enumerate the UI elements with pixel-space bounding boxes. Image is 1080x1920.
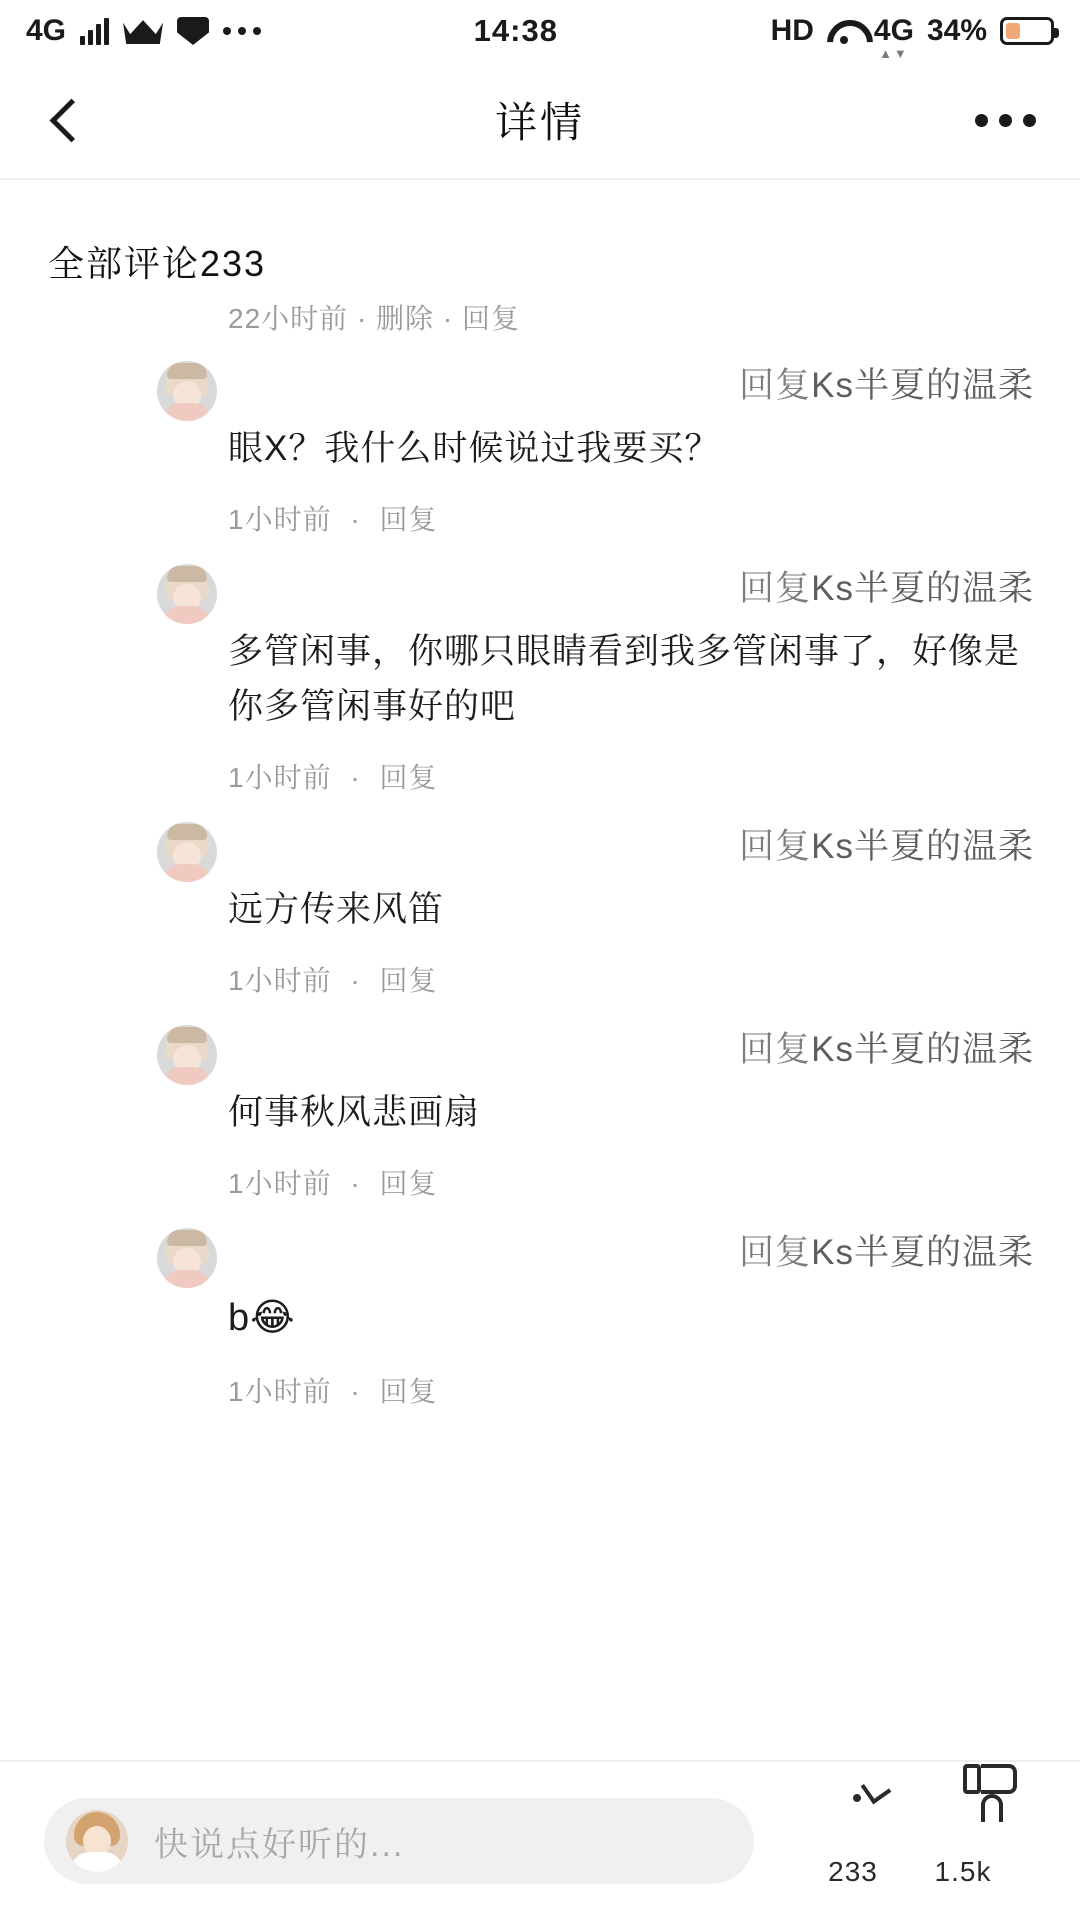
avatar[interactable] bbox=[157, 1025, 217, 1085]
comment-reply-link[interactable]: 回复 bbox=[379, 1376, 438, 1408]
comment-section bbox=[0, 180, 1080, 1480]
status-bar-right bbox=[770, 14, 1054, 61]
reply-link[interactable]: 回复 bbox=[461, 303, 520, 334]
comment-reply-link[interactable]: 回复 bbox=[379, 1168, 438, 1200]
comment-meta bbox=[188, 1162, 1034, 1202]
comment-meta-sep: · bbox=[350, 965, 361, 996]
reply-target-line bbox=[188, 1025, 1034, 1074]
comment-text: 眼X？我什么时候说过我要买？ bbox=[228, 429, 721, 468]
carrier-label: 4G bbox=[26, 14, 67, 47]
thumbs-up-icon bbox=[908, 1794, 1018, 1856]
comment-time: 1小时前 bbox=[228, 504, 332, 536]
comment-meta-sep: · bbox=[350, 504, 361, 536]
battery-icon bbox=[1000, 17, 1054, 45]
bottom-action-bar bbox=[0, 1760, 1080, 1920]
list-item[interactable] bbox=[0, 822, 1080, 999]
comment-reply-link[interactable]: 回复 bbox=[379, 965, 438, 996]
reply-prefix: 回复 bbox=[739, 1233, 812, 1273]
delete-link[interactable]: 删除 bbox=[376, 303, 435, 334]
signal-bars-icon bbox=[80, 17, 109, 45]
comment-text: 远方传来风笛 bbox=[228, 889, 445, 929]
comment-meta bbox=[188, 1370, 1034, 1410]
comment-bubble-icon bbox=[798, 1794, 908, 1856]
reply-target-name[interactable]: Ks半夏的温柔 bbox=[811, 826, 1034, 866]
comment-input-placeholder: 快说点好听的... bbox=[154, 1825, 405, 1864]
comment-time: 1小时前 bbox=[228, 1168, 332, 1200]
reply-target-name[interactable]: Ks半夏的温柔 bbox=[811, 1233, 1034, 1273]
status-bar-left bbox=[26, 14, 261, 48]
all-comments-title: 全部评论233 bbox=[48, 243, 267, 284]
avatar[interactable] bbox=[157, 822, 217, 882]
comment-meta bbox=[188, 498, 1034, 538]
comment-text: 何事秋风悲画扇 bbox=[228, 1093, 481, 1132]
top-meta-time: 22小时前 bbox=[228, 303, 349, 334]
comment-meta-sep: · bbox=[350, 1168, 361, 1200]
nav-more-button[interactable] bbox=[975, 114, 1036, 127]
crown-icon bbox=[123, 18, 163, 44]
comment-text: b😂 bbox=[228, 1297, 296, 1340]
top-meta-sep-1: · bbox=[356, 303, 368, 334]
comment-reply-link[interactable]: 回复 bbox=[379, 504, 438, 536]
network-type-label bbox=[873, 14, 914, 61]
reply-prefix: 回复 bbox=[739, 826, 812, 866]
wifi-icon bbox=[827, 18, 861, 44]
avatar[interactable] bbox=[157, 361, 217, 421]
network-type-text: 4G bbox=[873, 14, 914, 47]
battery-percent-label: 34% bbox=[926, 14, 987, 47]
comment-list bbox=[0, 361, 1080, 1410]
list-item[interactable] bbox=[0, 361, 1080, 538]
mail-icon bbox=[177, 17, 209, 45]
list-item[interactable] bbox=[0, 1025, 1080, 1202]
reply-prefix: 回复 bbox=[739, 569, 812, 609]
comment-meta bbox=[188, 959, 1034, 999]
avatar[interactable] bbox=[157, 564, 217, 624]
comment-meta-sep: · bbox=[350, 761, 361, 793]
more-dots-icon bbox=[223, 27, 261, 35]
comment-text: 多管闲事，你哪只眼睛看到我多管闲事了，好像是你多管闲事好的吧 bbox=[228, 632, 1021, 726]
like-button[interactable] bbox=[908, 1794, 1018, 1888]
reply-target-name[interactable]: Ks半夏的温柔 bbox=[811, 366, 1034, 405]
data-arrows-icon: ▲▼ bbox=[879, 46, 909, 61]
comment-time: 1小时前 bbox=[228, 965, 332, 996]
comment-count-label: 233 bbox=[828, 1856, 878, 1887]
like-count-label: 1.5k bbox=[934, 1856, 992, 1887]
reply-target-line bbox=[188, 564, 1034, 613]
reply-target-name[interactable]: Ks半夏的温柔 bbox=[811, 1030, 1034, 1069]
top-comment-meta bbox=[0, 297, 1080, 337]
comment-input[interactable] bbox=[44, 1798, 754, 1884]
nav-bar bbox=[0, 62, 1080, 180]
avatar bbox=[66, 1810, 128, 1872]
reply-target-name[interactable]: Ks半夏的温柔 bbox=[811, 569, 1034, 609]
list-item[interactable] bbox=[0, 564, 1080, 796]
comment-time: 1小时前 bbox=[228, 761, 332, 793]
reply-target-line bbox=[188, 822, 1034, 871]
status-bar bbox=[0, 0, 1080, 62]
page-title: 详情 bbox=[494, 99, 585, 146]
list-item[interactable] bbox=[0, 1228, 1080, 1410]
reply-target-line bbox=[188, 361, 1034, 410]
reply-prefix: 回复 bbox=[739, 1030, 812, 1069]
status-clock: 14:38 bbox=[473, 13, 558, 48]
reply-target-line bbox=[188, 1228, 1034, 1277]
hd-icon: HD bbox=[770, 14, 814, 47]
comment-reply-link[interactable]: 回复 bbox=[379, 761, 438, 793]
comment-time: 1小时前 bbox=[228, 1376, 332, 1408]
comment-meta bbox=[188, 756, 1034, 796]
comment-meta-sep: · bbox=[350, 1376, 361, 1408]
comment-count-button[interactable] bbox=[798, 1794, 908, 1888]
reply-prefix: 回复 bbox=[739, 366, 812, 405]
top-meta-sep-2: · bbox=[442, 303, 454, 334]
avatar[interactable] bbox=[157, 1228, 217, 1288]
